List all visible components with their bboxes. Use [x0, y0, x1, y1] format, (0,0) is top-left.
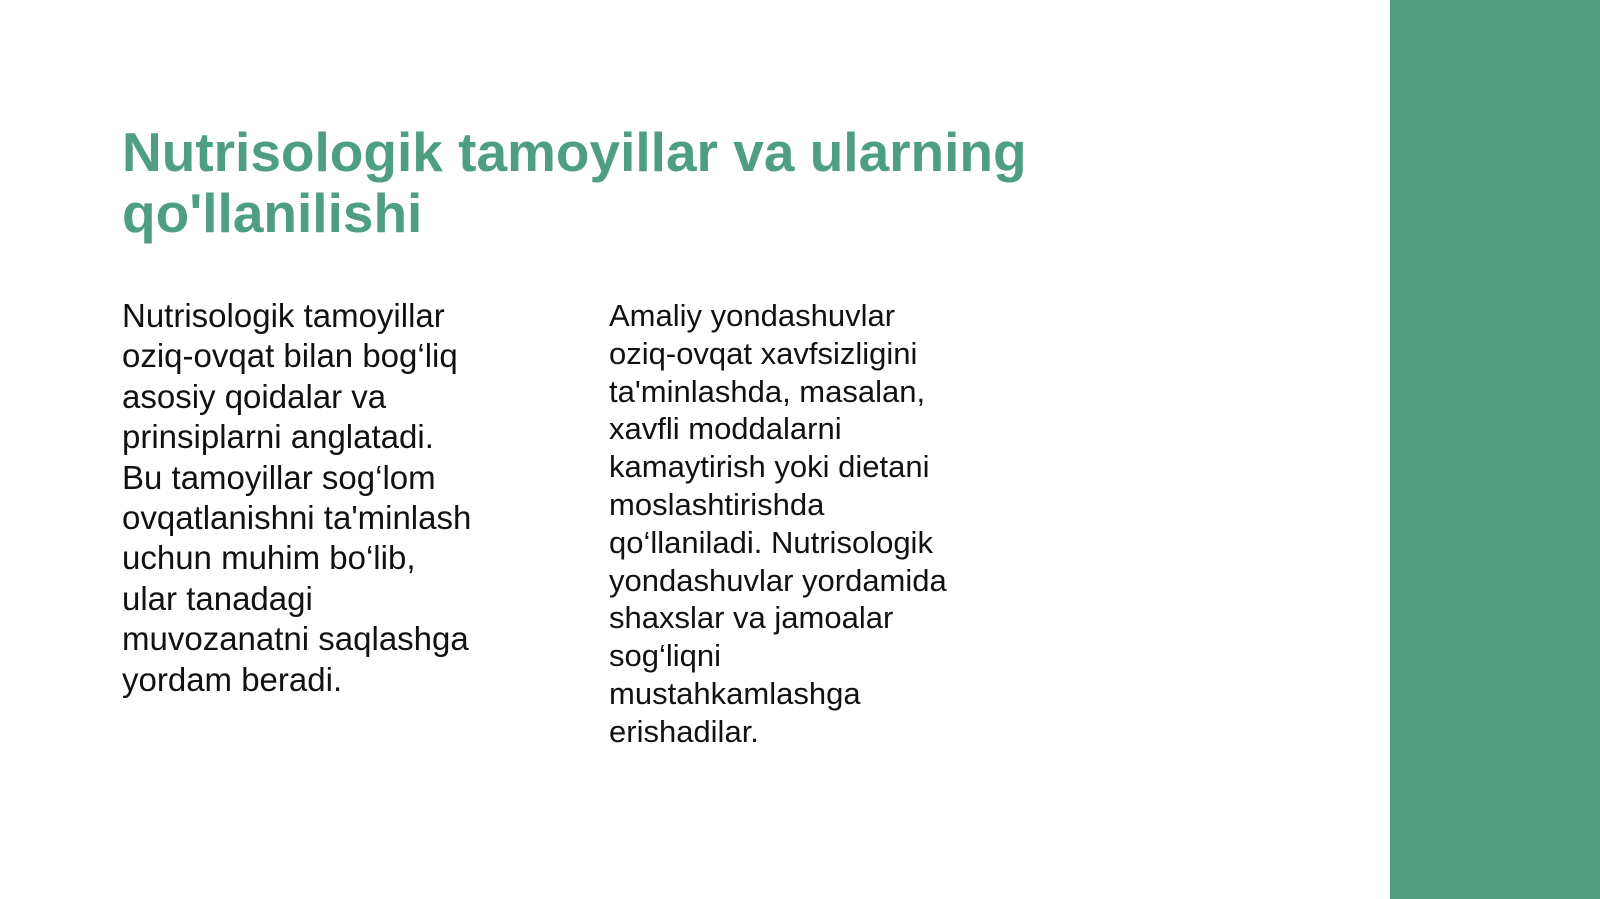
text-line: ular tanadagi — [122, 579, 313, 617]
title-line: Nutrisologik tamoyillar va ularning — [122, 121, 1027, 183]
text-line: shaxslar va jamoalar — [609, 600, 894, 636]
text-line: oziq-ovqat bilan bog‘liq — [122, 337, 458, 375]
text-line: Nutrisologik tamoyillar — [122, 297, 445, 334]
text-line: ta'minlashda, masalan, — [609, 373, 926, 409]
text-line: uchun muhim bo‘lib, — [122, 539, 416, 577]
accent-side-bar — [1390, 0, 1600, 899]
text-line: kamaytirish yoki dietani — [609, 449, 930, 485]
text-line: yondashuvlar yordamida — [609, 562, 947, 598]
text-line: asosiy qoidalar va — [122, 377, 387, 415]
text-line: prinsiplarni anglatadi. — [122, 418, 434, 456]
right-text-column — [609, 297, 1019, 751]
text-line: qo‘llaniladi. Nutrisologik — [609, 524, 933, 560]
text-line: mustahkamlashga — [609, 675, 861, 711]
text-line: sog‘liqni — [609, 638, 722, 674]
left-text-column — [122, 296, 542, 700]
text-line: ovqatlanishni ta'minlash — [122, 499, 472, 537]
text-line: Amaliy yondashuvlar — [609, 298, 896, 333]
text-line: erishadilar. — [609, 713, 759, 749]
slide-title — [122, 122, 1122, 244]
text-line: oziq-ovqat xavfsizligini — [609, 335, 918, 371]
text-line: yordam beradi. — [122, 660, 343, 698]
text-line: xavfli moddalarni — [609, 411, 842, 447]
text-line: muvozanatni saqlashga — [122, 620, 469, 658]
title-line: qo'llanilishi — [122, 182, 423, 244]
text-line: Bu tamoyillar sog‘lom — [122, 458, 436, 496]
text-line: moslashtirishda — [609, 486, 825, 522]
